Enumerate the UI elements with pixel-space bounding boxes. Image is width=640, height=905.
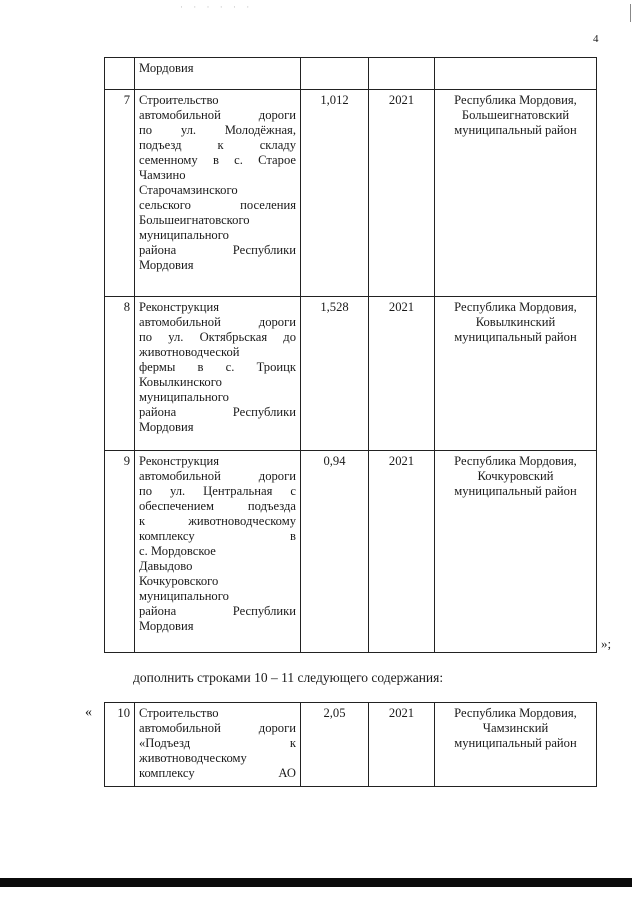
name-line: Большеигнатовского	[139, 213, 250, 227]
name-line: Ковылкинского	[139, 375, 222, 389]
project-year: 2021	[369, 703, 435, 787]
row-number: 7	[105, 90, 135, 297]
project-year: 2021	[369, 451, 435, 653]
name-line: Чамзино	[139, 168, 186, 182]
name-line: Мордовия	[139, 420, 194, 434]
project-year: 2021	[369, 90, 435, 297]
table-row	[105, 703, 597, 787]
project-location	[435, 58, 597, 90]
project-name	[135, 297, 301, 451]
scan-artifact-dots: · · · · · ·	[180, 2, 254, 12]
name-line: по ул. Центральная с	[139, 484, 296, 498]
table-row	[105, 451, 597, 653]
name-line: района Республики	[139, 243, 296, 257]
project-length: 0,94	[301, 451, 369, 653]
scan-footer-bar	[0, 878, 632, 887]
name-line: автомобильной дороги	[139, 108, 296, 122]
name-line: комплексу АО	[139, 766, 296, 780]
table-row	[105, 58, 597, 90]
project-length: 1,528	[301, 297, 369, 451]
row-number	[105, 58, 135, 90]
project-name	[135, 703, 301, 787]
name-line: по ул. Октябрьская до	[139, 330, 296, 344]
project-length	[301, 58, 369, 90]
project-name	[135, 90, 301, 297]
closing-quote: »;	[601, 636, 612, 651]
project-location: Республика Мордовия, Чамзинский муниципальный район	[435, 703, 597, 787]
name-line: с. Мордовское	[139, 544, 216, 558]
row-number: 9	[105, 451, 135, 653]
row-number: 10	[105, 703, 135, 787]
name-line: автомобильной дороги	[139, 469, 296, 483]
name-line: к животноводческому	[139, 514, 296, 528]
name-line: муниципального	[139, 390, 229, 404]
name-line: Давыдово	[139, 559, 193, 573]
name-line: подъезд к складу	[139, 138, 296, 152]
amendment-instruction: дополнить строками 10 – 11 следующего содержания:	[133, 670, 444, 685]
name-line: автомобильной дороги	[139, 315, 296, 329]
name-line: муниципального	[139, 589, 229, 603]
name-line: фермы в с. Троицк	[139, 360, 296, 374]
project-name	[135, 58, 301, 90]
row-number: 8	[105, 297, 135, 451]
project-location: Республика Мордовия, Ковылкинский муниципальный район	[435, 297, 597, 451]
project-year	[369, 58, 435, 90]
project-location: Республика Мордовия, Большеигнатовский муниципальный район	[435, 90, 597, 297]
name-line: автомобильной дороги	[139, 721, 296, 735]
project-length: 1,012	[301, 90, 369, 297]
scan-artifact-tick	[630, 4, 631, 22]
name-line: «Подъезд к	[139, 736, 296, 750]
name-line: Реконструкция	[139, 300, 220, 314]
project-location: Республика Мордовия, Кочкуровский муниципальный район	[435, 451, 597, 653]
name-line: района Республики	[139, 604, 296, 618]
project-name	[135, 451, 301, 653]
table-row	[105, 90, 597, 297]
project-year: 2021	[369, 297, 435, 451]
name-line: сельского поселения	[139, 198, 296, 212]
name-line: обеспечением подъезда	[139, 499, 296, 513]
name-line: семенному в с. Старое	[139, 153, 296, 167]
name-line: Реконструкция	[139, 454, 220, 468]
name-line: Мордовия	[139, 258, 194, 272]
name-line: Старочамзинского	[139, 183, 238, 197]
page-number: 4	[593, 33, 599, 45]
table-row	[105, 297, 597, 451]
projects-table-continued	[104, 57, 597, 653]
name-line: животноводческому	[139, 751, 247, 765]
name-line: Строительство	[139, 93, 219, 107]
name-line: животноводческой	[139, 345, 240, 359]
name-line: района Республики	[139, 405, 296, 419]
opening-quote: «	[85, 705, 92, 720]
name-line: Строительство	[139, 706, 219, 720]
name-line: Мордовия	[139, 61, 194, 75]
name-line: Мордовия	[139, 619, 194, 633]
name-line: по ул. Молодёжная,	[139, 123, 296, 137]
name-line: Кочкуровского	[139, 574, 219, 588]
name-line: комплексу в	[139, 529, 296, 543]
name-line: муниципального	[139, 228, 229, 242]
projects-table-new-rows	[104, 702, 597, 787]
project-length: 2,05	[301, 703, 369, 787]
